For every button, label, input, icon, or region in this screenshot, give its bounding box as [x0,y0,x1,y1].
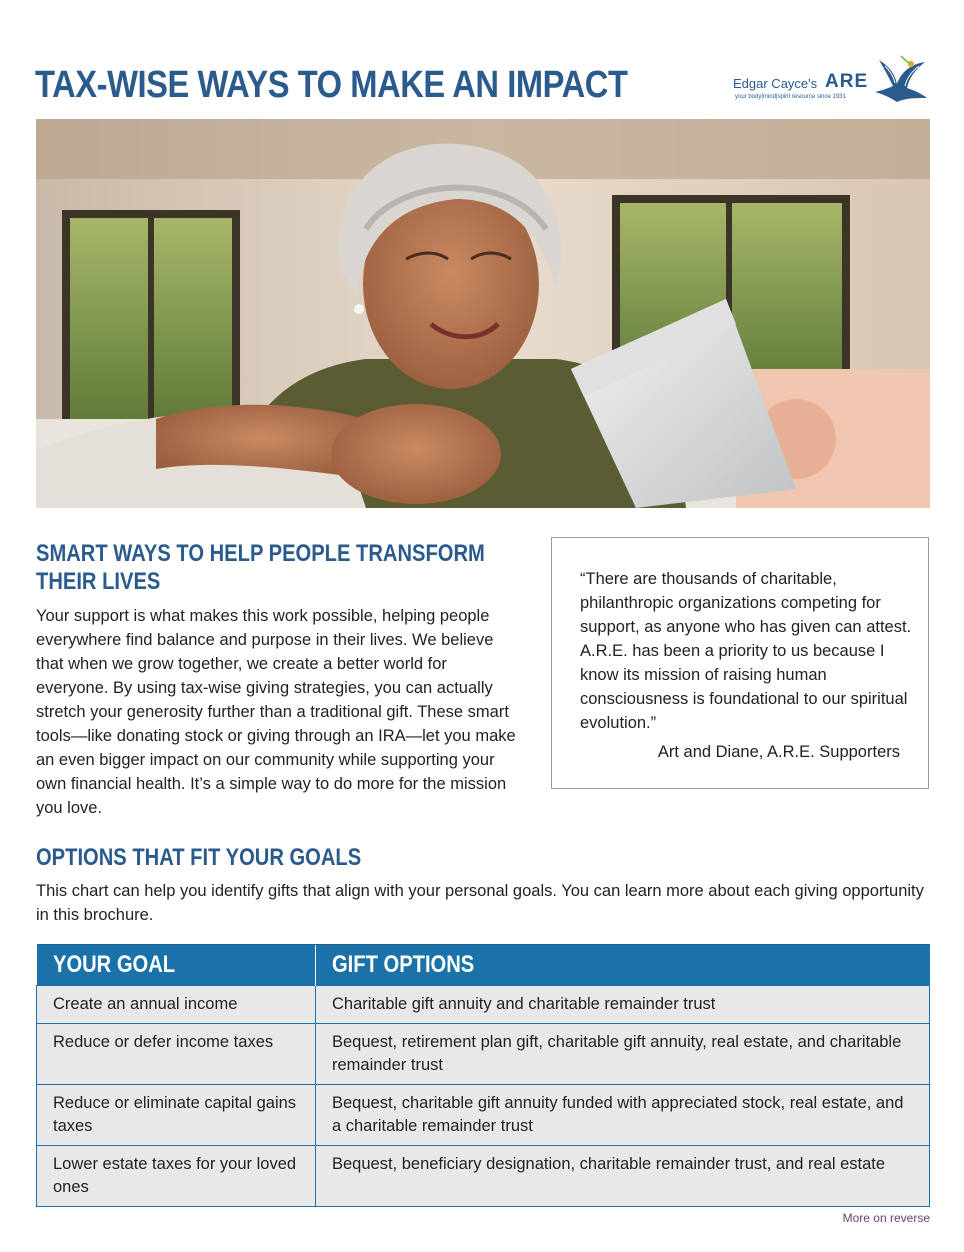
header-your-goal [37,945,316,986]
table-row [37,1146,930,1207]
header-gift-options-label: GIFT OPTIONS [332,951,475,978]
table-header-row [37,945,930,986]
logo-name: Edgar Cayce's [733,76,818,91]
goal-cell: Reduce or eliminate capital gains taxes [37,1085,316,1146]
photo-illustration [36,119,930,508]
gift-cell: Charitable gift annuity and charitable remainder trust [316,986,930,1024]
smart-ways-heading [36,540,485,596]
table-row [37,1024,930,1085]
are-logo [733,52,933,110]
smart-ways-heading-line2: THEIR LIVES [36,568,161,595]
options-heading: OPTIONS THAT FIT YOUR GOALS [36,844,362,871]
more-on-reverse-note: More on reverse [842,1211,930,1225]
gift-cell: Bequest, beneficiary designation, charitable remainder trust, and real estate [316,1146,930,1207]
goal-cell: Lower estate taxes for your loved ones [37,1146,316,1207]
table-row [37,986,930,1024]
intro-paragraph: Your support is what makes this work possible, helping people everywhere find balance and purpose in their lives. We believe that when we grow together, we create a better world for everyone. By using tax-wise giving strategies, you can actually stretch your generosity further than a traditional gift. These smart tools—like donating stock or giving through an IRA—let you make an even bigger impact on our community while supporting your own financial health. It’s a simple way to do more for the mission you love. [36,607,516,817]
quote-attribution: Art and Diane, A.R.E. Supporters [657,743,900,761]
smart-ways-heading-line1: SMART WAYS TO HELP PEOPLE TRANSFORM [36,540,485,567]
header-your-goal-label: YOUR GOAL [52,951,175,978]
logo-acronym: ARE [825,71,869,92]
gift-cell: Bequest, retirement plan gift, charitable gift annuity, real estate, and charitable remainder trust [316,1024,930,1085]
logo-tagline: your body|mind|spirit resource since 1931 [735,94,846,100]
gift-cell: Bequest, charitable gift annuity funded with appreciated stock, real estate, and a charitable remainder trust [316,1085,930,1146]
page-title: TAX-WISE WAYS TO MAKE AN IMPACT [35,64,628,106]
testimonial-quote-box [551,537,929,789]
quote-text: “There are thousands of charitable, philanthropic organizations competing for support, as anyone who has given can attest. A.R.E. has been a priority to us because I know its mission of raising human consciousness is foundational to our spiritual evolution.” [580,570,912,732]
goal-cell: Create an annual income [37,986,316,1024]
dove-icon [871,52,931,110]
goal-cell: Reduce or defer income taxes [37,1024,316,1085]
woman-with-tablet-photo [36,119,930,508]
options-intro: This chart can help you identify gifts that align with your personal goals. You can learn more about each giving opportunity in this brochure. [36,882,924,924]
goals-gift-options-table [36,944,930,1207]
header-gift-options [316,945,930,986]
table-row [37,1085,930,1146]
